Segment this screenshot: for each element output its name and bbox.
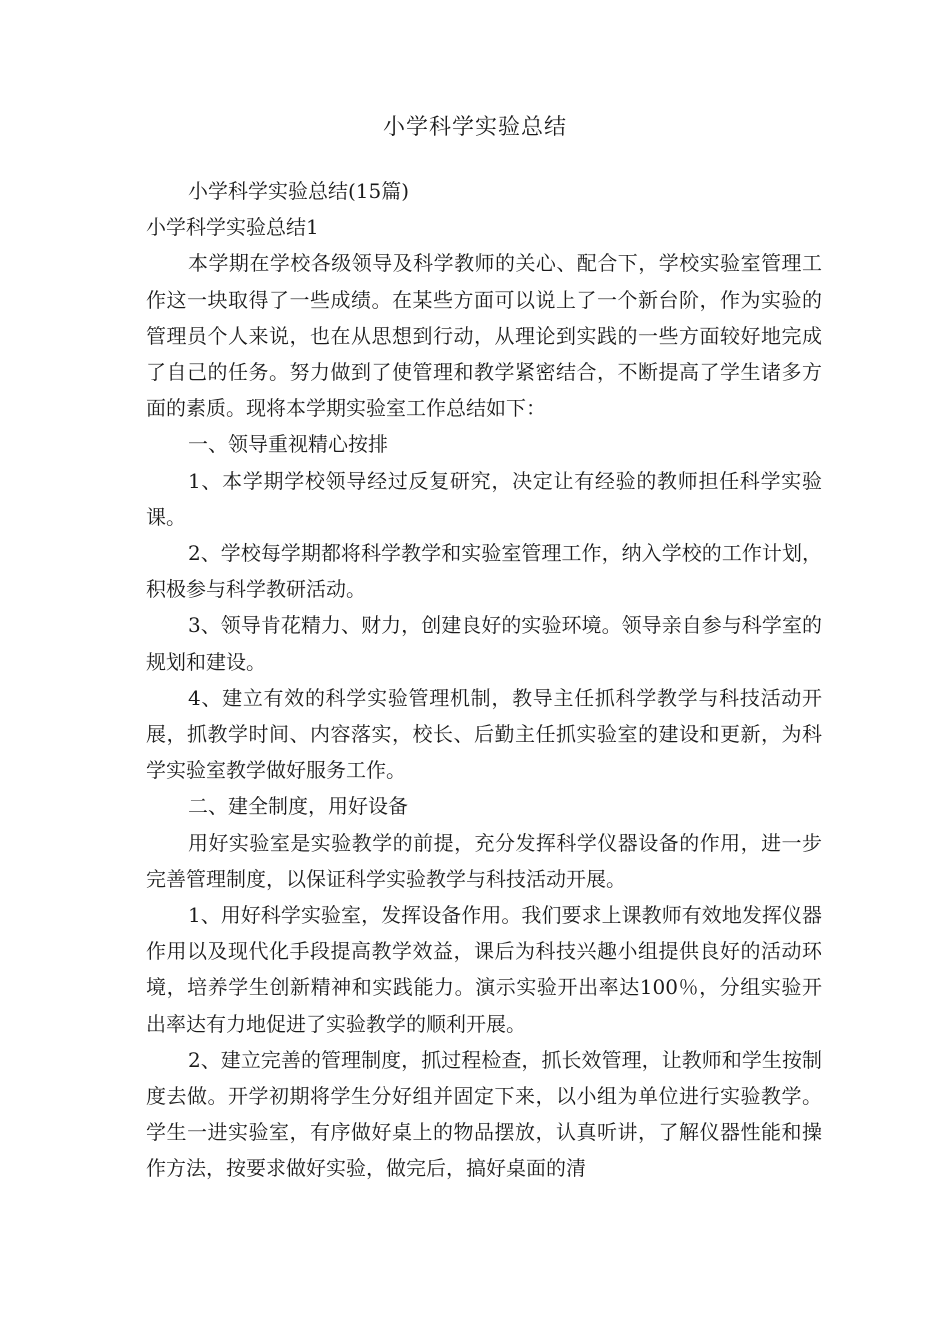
paragraph: 本学期在学校各级领导及科学教师的关心、配合下，学校实验室管理工作这一块取得了一些成绩。在某些方面可以说上了一个新台阶，作为实验的管理员个人来说，也在从思想到行动，从理论到实践的一些方面较好地完成了自己的任务。努力做到了使管理和教学紧密结合，不断提高了学生诸多方面的素质。现将本学期实验室工作总结如下： [146, 251, 822, 421]
paragraph: 3、领导肯花精力、财力，创建良好的实验环境。领导亲自参与科学室的规划和建设。 [146, 613, 822, 674]
paragraph: 一、领导重视精心按排 [188, 432, 388, 457]
paragraph: 二、建全制度，用好设备 [188, 794, 408, 819]
paragraph: 2、建立完善的管理制度，抓过程检查，抓长效管理，让教师和学生按制度去做。开学初期将学生分好组并固定下来，以小组为单位进行实验教学。学生一进实验室，有序做好桌上的物品摆放，认真听讲，了解仪器性能和操作方法，按要求做好实验，做完后，搞好桌面的清 [146, 1047, 822, 1181]
paragraph: 1、本学期学校领导经过反复研究，决定让有经验的教师担任科学实验课。 [146, 468, 822, 529]
paragraph: 小学科学实验总结(15篇) [188, 179, 410, 203]
paragraph: 小学科学实验总结1 [146, 215, 319, 240]
document-body [146, 173, 822, 1187]
paragraph: 用好实验室是实验教学的前提，充分发挥科学仪器设备的作用，进一步完善管理制度，以保证科学实验教学与科技活动开展。 [146, 830, 822, 891]
paragraph: 2、学校每学期都将科学教学和实验室管理工作，纳入学校的工作计划，积极参与科学教研活动。 [146, 541, 822, 602]
document-title: 小学科学实验总结 [382, 115, 567, 140]
paragraph: 4、建立有效的科学实验管理机制，教导主任抓科学教学与科技活动开展，抓教学时间、内容落实，校长、后勤主任抓实验室的建设和更新，为科学实验室教学做好服务工作。 [146, 685, 822, 783]
paragraph: 1、用好科学实验室，发挥设备作用。我们要求上课教师有效地发挥仪器作用以及现代化手段提高教学效益，课后为科技兴趣小组提供良好的活动环境，培养学生创新精神和实践能力。演示实验开出率达100％，分组实验开出率达有力地促进了实验教学的顺利开展。 [146, 903, 822, 1036]
